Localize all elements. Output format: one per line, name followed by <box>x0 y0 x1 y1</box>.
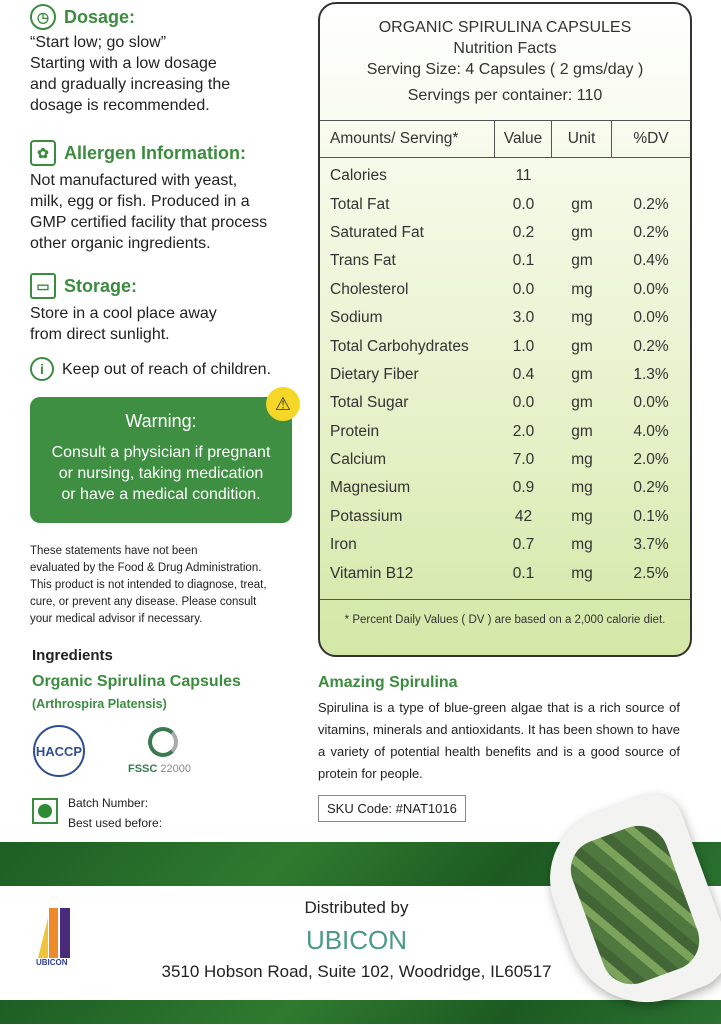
nutrition-value: 0.0 <box>512 280 535 298</box>
nutrition-value: 1.0 <box>512 337 535 355</box>
allergen-section <box>30 140 267 254</box>
dosage-text <box>30 32 230 116</box>
nutrition-row <box>320 361 690 389</box>
serving-size: Serving Size: 4 Capsules ( 2 gms/day ) <box>366 61 644 78</box>
nutrition-value: 0.1 <box>512 564 535 582</box>
nutrition-unit: mg <box>571 479 593 497</box>
text-line: and gradually increasing the <box>30 76 231 93</box>
spoon-with-capsules-image <box>530 785 721 1024</box>
nutrition-nutrient: Iron <box>330 536 357 554</box>
dosage-section <box>30 4 230 116</box>
nutrition-value: 42 <box>514 507 533 525</box>
text-line: This product is not intended to diagnose, treat, <box>30 579 267 591</box>
nutrition-facts-panel <box>318 2 692 657</box>
nutrition-nutrient: Dietary Fiber <box>330 365 419 383</box>
haccp-text: HACCP <box>35 743 83 759</box>
warning-text <box>30 442 292 505</box>
nutrition-nutrient: Calories <box>330 167 387 185</box>
nutrition-dv: 0.4% <box>633 252 669 270</box>
nutrition-row <box>320 332 690 360</box>
nutrition-unit: gm <box>571 337 593 355</box>
text-line: other organic ingredients. <box>30 235 211 252</box>
warning-triangle-icon: ⚠ <box>266 387 300 421</box>
nutrition-subtitle: Nutrition Facts <box>453 40 557 57</box>
nutrition-row <box>320 247 690 275</box>
nutrition-nutrient: Total Carbohydrates <box>330 337 469 355</box>
nutrition-row <box>320 190 690 218</box>
batch-info <box>68 793 162 833</box>
nutrition-nutrient: Calcium <box>330 451 386 469</box>
allergen-text <box>30 170 267 254</box>
nutrition-nutrient: Trans Fat <box>330 252 396 270</box>
storage-box-icon: ▭ <box>30 273 56 299</box>
ubicon-logo-text: UBICON <box>36 958 68 967</box>
nutrition-unit: mg <box>571 564 593 582</box>
fssc-logo-icon <box>148 727 178 757</box>
text-line: milk, egg or fish. Produced in a <box>30 193 250 210</box>
warning-box <box>30 393 292 523</box>
nutrition-unit: mg <box>571 536 593 554</box>
header-unit: Unit <box>552 121 612 157</box>
nutrition-unit: gm <box>571 365 593 383</box>
nutrition-unit: gm <box>571 394 593 412</box>
nutrition-row <box>320 474 690 502</box>
nutrition-value: 0.0 <box>512 195 535 213</box>
text-line: Consult a physician if pregnant <box>51 444 271 461</box>
nutrition-unit: mg <box>571 309 593 327</box>
nutrition-row <box>320 276 690 304</box>
nutrition-nutrient: Sodium <box>330 309 383 327</box>
nutrition-dv: 2.0% <box>633 451 669 469</box>
nutrition-row <box>320 389 690 417</box>
about-title: Amazing Spirulina <box>318 674 458 691</box>
nutrition-value: 7.0 <box>512 451 535 469</box>
header-dv: %DV <box>633 130 669 147</box>
storage-title: Storage: <box>64 275 138 296</box>
text-line: from direct sunlight. <box>30 326 170 343</box>
ingredients-label: Ingredients <box>32 647 113 664</box>
text-line: evaluated by the Food & Drug Administration. <box>30 562 262 574</box>
company-address: 3510 Hobson Road, Suite 102, Woodridge, IL60517 <box>161 962 552 981</box>
nutrition-nutrient: Potassium <box>330 507 403 525</box>
haccp-logo <box>33 725 85 777</box>
storage-text <box>30 303 217 345</box>
nutrition-nutrient: Vitamin B12 <box>330 564 414 582</box>
nutrition-row <box>320 446 690 474</box>
nutrition-value: 3.0 <box>512 309 535 327</box>
dosage-heading <box>30 4 230 30</box>
children-notice <box>30 357 271 381</box>
nutrition-value: 0.9 <box>512 479 535 497</box>
dosage-title: Dosage: <box>64 6 136 27</box>
text-line: cure, or prevent any disease. Please consult <box>30 596 257 608</box>
nutrition-value: 0.0 <box>512 394 535 412</box>
nutrition-dv: 1.3% <box>633 365 669 383</box>
allergen-food-icon: ✿ <box>30 140 56 166</box>
children-text: Keep out of reach of children. <box>62 360 272 378</box>
nutrition-table-body <box>320 162 690 588</box>
nutrition-dv: 0.2% <box>633 479 669 497</box>
nutrition-value: 0.2 <box>512 223 535 241</box>
servings-per-container: Servings per container: 110 <box>407 87 603 104</box>
text-line: dosage is recommended. <box>30 97 210 114</box>
nutrition-title: ORGANIC SPIRULINA CAPSULES <box>378 19 632 36</box>
nutrition-unit: gm <box>571 422 593 440</box>
nutrition-row <box>320 162 690 190</box>
nutrition-value: 11 <box>515 167 532 185</box>
warning-title: Warning: <box>125 411 197 431</box>
nutrition-value: 2.0 <box>512 422 535 440</box>
nutrition-dv: 0.0% <box>633 309 669 327</box>
leaf-band-bottom <box>0 1000 721 1024</box>
nutrition-dv: 0.2% <box>633 337 669 355</box>
nutrition-unit: mg <box>571 507 593 525</box>
text-line: Store in a cool place away <box>30 305 217 322</box>
text-line: Not manufactured with yeast, <box>30 172 238 189</box>
fssc-text: FSSC <box>128 763 158 775</box>
text-line: GMP certified facility that process <box>30 214 268 231</box>
nutrition-dv: 0.0% <box>633 394 669 412</box>
text-line: These statements have not been <box>30 545 198 557</box>
text-line: or have a medical condition. <box>61 486 261 503</box>
nutrition-unit: mg <box>571 280 593 298</box>
text-line: “Start low; go slow” <box>30 34 167 51</box>
nutrition-nutrient: Total Sugar <box>330 394 409 412</box>
nutrition-nutrient: Protein <box>330 422 380 440</box>
nutrition-value: 0.1 <box>512 252 535 270</box>
nutrition-unit: gm <box>571 223 593 241</box>
best-before-label: Best used before: <box>68 816 163 830</box>
nutrition-footnote: * Percent Daily Values ( DV ) are based on a 2,000 calorie diet. <box>320 599 690 626</box>
ingredient-name: Organic Spirulina Capsules <box>32 673 241 690</box>
nutrition-nutrient: Magnesium <box>330 479 411 497</box>
header-amount: Amounts/ Serving* <box>320 121 495 157</box>
header-value: Value <box>495 121 552 157</box>
nutrition-value: 0.4 <box>512 365 535 383</box>
nutrition-row <box>320 304 690 332</box>
nutrition-dv: 0.0% <box>633 280 669 298</box>
nutrition-nutrient: Cholesterol <box>330 280 409 298</box>
nutrition-dv: 0.2% <box>633 195 669 213</box>
nutrition-dv: 3.7% <box>633 536 669 554</box>
nutrition-unit: gm <box>571 195 593 213</box>
nutrition-value: 0.7 <box>512 536 535 554</box>
nutrition-dv: 4.0% <box>633 422 669 440</box>
nutrition-unit: gm <box>571 252 593 270</box>
fssc-logo <box>128 763 191 775</box>
nutrition-nutrient: Total Fat <box>330 195 390 213</box>
company-name: UBICON <box>305 925 408 955</box>
nutrition-table-header <box>320 120 690 158</box>
sku-code: SKU Code: #NAT1016 <box>318 795 466 822</box>
text-line: Starting with a low dosage <box>30 55 217 72</box>
nutrition-dv: 2.5% <box>633 564 669 582</box>
nutrition-row <box>320 418 690 446</box>
distributed-by: Distributed by <box>304 898 409 917</box>
dosage-clock-icon: ◷ <box>30 4 56 30</box>
nutrition-row <box>320 219 690 247</box>
veg-mark-icon <box>32 798 58 824</box>
text-line: your medical advisor if necessary. <box>30 613 203 625</box>
nutrition-nutrient: Saturated Fat <box>330 223 424 241</box>
about-text: Spirulina is a type of blue-green algae that is a rich source of vitamins, minerals and antioxidants. It has been shown to have a variety of potential health benefits and is a good source of protein for people. <box>318 700 680 781</box>
batch-number-label: Batch Number: <box>68 796 149 810</box>
nutrition-row <box>320 531 690 559</box>
nutrition-row <box>320 503 690 531</box>
info-icon: i <box>30 357 54 381</box>
nutrition-dv: 0.2% <box>633 223 669 241</box>
nutrition-unit: mg <box>571 451 593 469</box>
ingredient-latin: (Arthrospira Platensis) <box>32 697 167 711</box>
allergen-title: Allergen Information: <box>64 142 247 163</box>
text-line: or nursing, taking medication <box>58 465 264 482</box>
storage-section <box>30 273 217 345</box>
nutrition-dv: 0.1% <box>633 507 669 525</box>
fda-disclaimer <box>30 543 267 628</box>
fssc-number: 22000 <box>160 763 191 775</box>
nutrition-row <box>320 559 690 587</box>
